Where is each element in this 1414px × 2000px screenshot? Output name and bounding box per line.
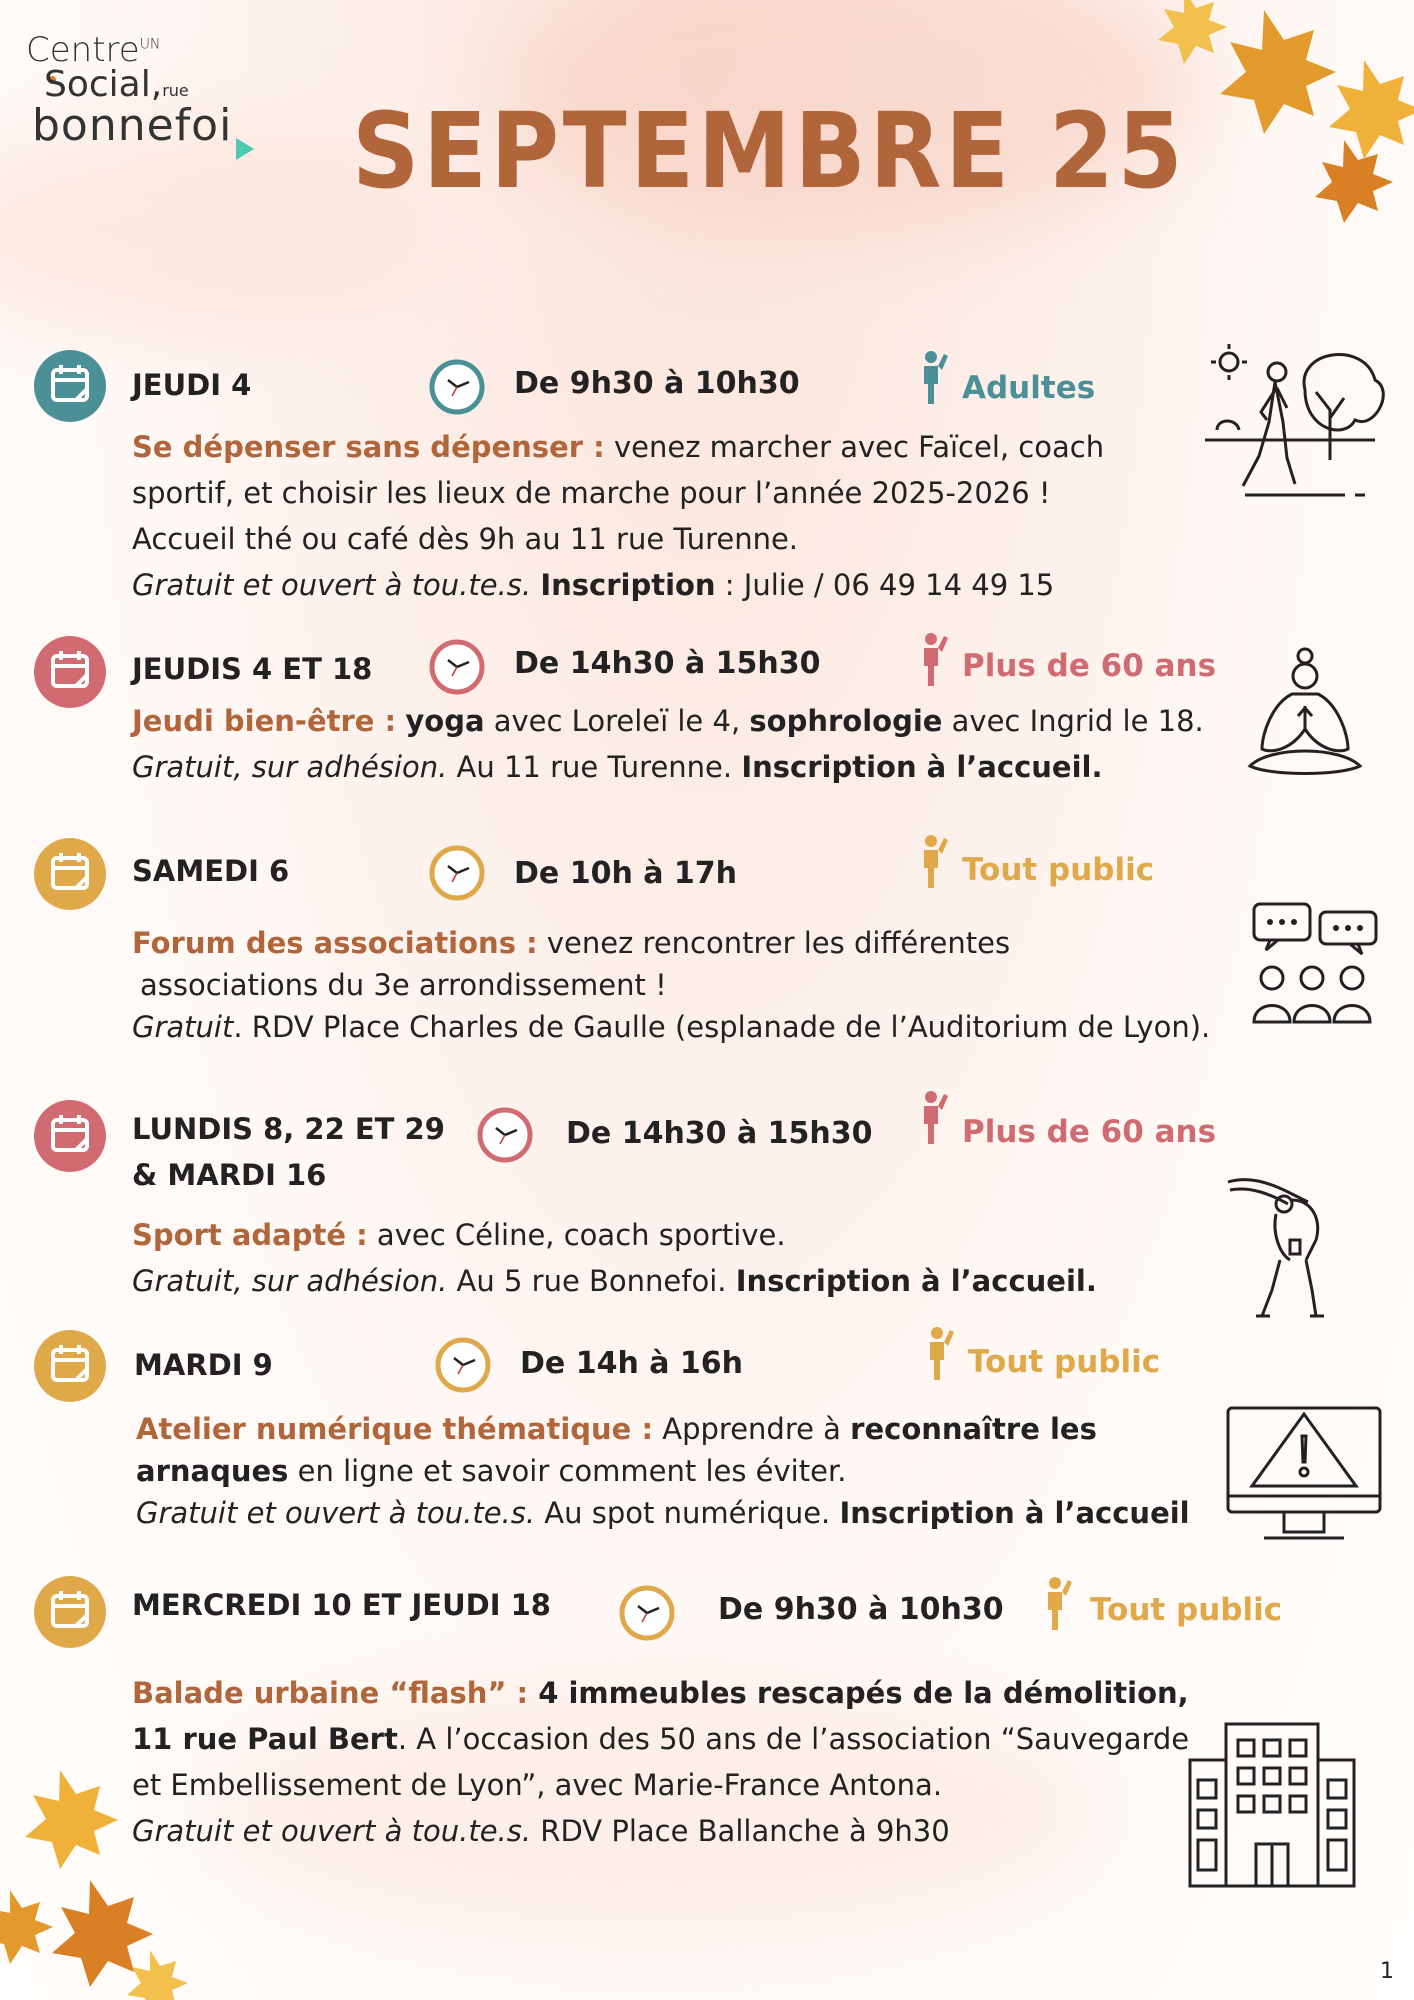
event-description xyxy=(132,1212,1097,1304)
event-heading: Atelier numérique thématique : xyxy=(136,1412,654,1446)
calendar-icon xyxy=(34,1100,106,1172)
calendar-icon xyxy=(34,1330,106,1402)
event-time: De 14h30 à 15h30 xyxy=(566,1116,873,1151)
description-bold: Inscription à l’accueil. xyxy=(735,1264,1097,1298)
yoga-person-icon xyxy=(1240,646,1370,786)
description-italic: Gratuit, sur adhésion. xyxy=(132,750,448,784)
event-day: JEUDIS 4 ET 18 xyxy=(132,652,373,686)
event-description xyxy=(136,1408,1190,1534)
logo-line2: Social, xyxy=(44,64,163,105)
event-day: MERCREDI 10 ET JEUDI 18 xyxy=(132,1588,551,1622)
page-number: 1 xyxy=(1380,1959,1394,1984)
description-italic: Gratuit et ouvert à tou.te.s. xyxy=(132,568,532,602)
event-day: SAMEDI 6 xyxy=(132,854,290,888)
logo-line1: Centre xyxy=(26,30,140,70)
logo-line2-small: rue xyxy=(162,81,189,100)
event-day: LUNDIS 8, 22 ET 29 xyxy=(132,1112,445,1146)
stretching-person-icon xyxy=(1226,1170,1346,1320)
play-triangle-icon xyxy=(236,138,254,160)
warning-monitor-icon xyxy=(1224,1404,1384,1544)
building-icon xyxy=(1186,1720,1358,1890)
clock-icon xyxy=(434,1336,492,1394)
event-description xyxy=(132,1670,1189,1854)
description-bold: Inscription à l’accueil xyxy=(839,1496,1190,1530)
description-italic: Gratuit, sur adhésion. xyxy=(132,1264,448,1298)
description-text: avec Loreleï le 4, xyxy=(484,704,750,738)
event-audience: Plus de 60 ans xyxy=(962,648,1217,684)
description-italic: Gratuit xyxy=(132,1010,234,1044)
event-audience: Plus de 60 ans xyxy=(962,1114,1217,1150)
description-bold: 4 immeubles rescapés de la démolition, xyxy=(528,1676,1189,1710)
calendar-icon xyxy=(34,350,106,422)
centre-social-logo xyxy=(26,30,266,150)
description-text: associations du 3e arrondissement ! xyxy=(140,968,667,1002)
event-description xyxy=(132,698,1204,790)
description-text: . RDV Place Charles de Gaulle (esplanade de l’Auditorium de Lyon). xyxy=(233,1010,1211,1044)
description-text: venez rencontrer les différentes xyxy=(537,926,1011,960)
clock-icon xyxy=(428,358,486,416)
event-day-second-line: & MARDI 16 xyxy=(132,1158,327,1192)
calendar-icon xyxy=(34,838,106,910)
event-time: De 9h30 à 10h30 xyxy=(514,366,800,401)
person-icon xyxy=(916,350,950,406)
event-audience: Adultes xyxy=(962,370,1096,406)
page-title: SEPTEMBRE 25 xyxy=(352,90,1187,212)
description-bold: sophrologie xyxy=(749,704,943,738)
people-chat-icon xyxy=(1250,898,1380,1028)
logo-line1-small: UN xyxy=(139,36,161,53)
event-time: De 14h à 16h xyxy=(520,1346,744,1381)
description-text: avec Ingrid le 18. xyxy=(942,704,1204,738)
event-heading: Se dépenser sans dépenser : xyxy=(132,430,605,464)
event-time: De 10h à 17h xyxy=(514,856,738,891)
calendar-icon xyxy=(34,636,106,708)
description-bold: Inscription xyxy=(540,568,716,602)
person-icon xyxy=(1040,1576,1074,1632)
description-italic: Gratuit et ouvert à tou.te.s. xyxy=(136,1496,536,1530)
event-audience: Tout public xyxy=(968,1344,1161,1380)
event-audience: Tout public xyxy=(1090,1592,1283,1628)
description-bold: arnaques xyxy=(136,1454,289,1488)
clock-icon xyxy=(428,638,486,696)
person-icon xyxy=(916,834,950,890)
description-bold: yoga xyxy=(405,704,485,738)
event-day: MARDI 9 xyxy=(134,1348,273,1382)
event-time: De 9h30 à 10h30 xyxy=(718,1592,1004,1627)
description-text: venez marcher avec Faïcel, coach xyxy=(604,430,1105,464)
clock-icon xyxy=(428,844,486,902)
person-icon xyxy=(922,1326,956,1382)
description-bold: 11 rue Paul Bert xyxy=(132,1722,398,1756)
event-heading: Sport adapté : xyxy=(132,1218,368,1252)
event-audience: Tout public xyxy=(962,852,1155,888)
description-text: : Julie / 06 49 14 49 15 xyxy=(715,568,1055,602)
calendar-icon xyxy=(34,1576,106,1648)
description-bold: Inscription à l’accueil. xyxy=(741,750,1103,784)
description-text: en ligne et savoir comment les éviter. xyxy=(288,1454,847,1488)
description-text: Accueil thé ou café dès 9h au 11 rue Turenne. xyxy=(132,522,799,556)
logo-line3: bonnefoi xyxy=(32,100,233,151)
event-heading: Balade urbaine “flash” : xyxy=(132,1676,529,1710)
description-text: RDV Place Ballanche à 9h30 xyxy=(531,1814,950,1848)
description-text: avec Céline, coach sportive. xyxy=(367,1218,786,1252)
clock-icon xyxy=(476,1106,534,1164)
description-text: . A l’occasion des 50 ans de l’association “Sauvegarde xyxy=(397,1722,1190,1756)
event-description xyxy=(132,424,1104,608)
person-icon xyxy=(916,632,950,688)
event-time: De 14h30 à 15h30 xyxy=(514,646,821,681)
description-italic: Gratuit et ouvert à tou.te.s. xyxy=(132,1814,532,1848)
clock-icon xyxy=(618,1584,676,1642)
description-text: Au spot numérique. xyxy=(535,1496,840,1530)
event-heading: Jeudi bien-être : xyxy=(132,704,397,738)
description-text: Apprendre à xyxy=(653,1412,851,1446)
event-heading: Forum des associations : xyxy=(132,926,538,960)
description-bold: reconnaître les xyxy=(850,1412,1097,1446)
event-day: JEUDI 4 xyxy=(132,368,252,402)
walking-woman-icon xyxy=(1205,340,1385,520)
description-text: Au 5 rue Bonnefoi. xyxy=(447,1264,736,1298)
description-text: et Embellissement de Lyon”, avec Marie-France Antona. xyxy=(132,1768,943,1802)
event-description xyxy=(132,922,1210,1048)
description-text: sportif, et choisir les lieux de marche pour l’année 2025-2026 ! xyxy=(132,476,1051,510)
description-text: Au 11 rue Turenne. xyxy=(447,750,742,784)
person-icon xyxy=(916,1090,950,1146)
